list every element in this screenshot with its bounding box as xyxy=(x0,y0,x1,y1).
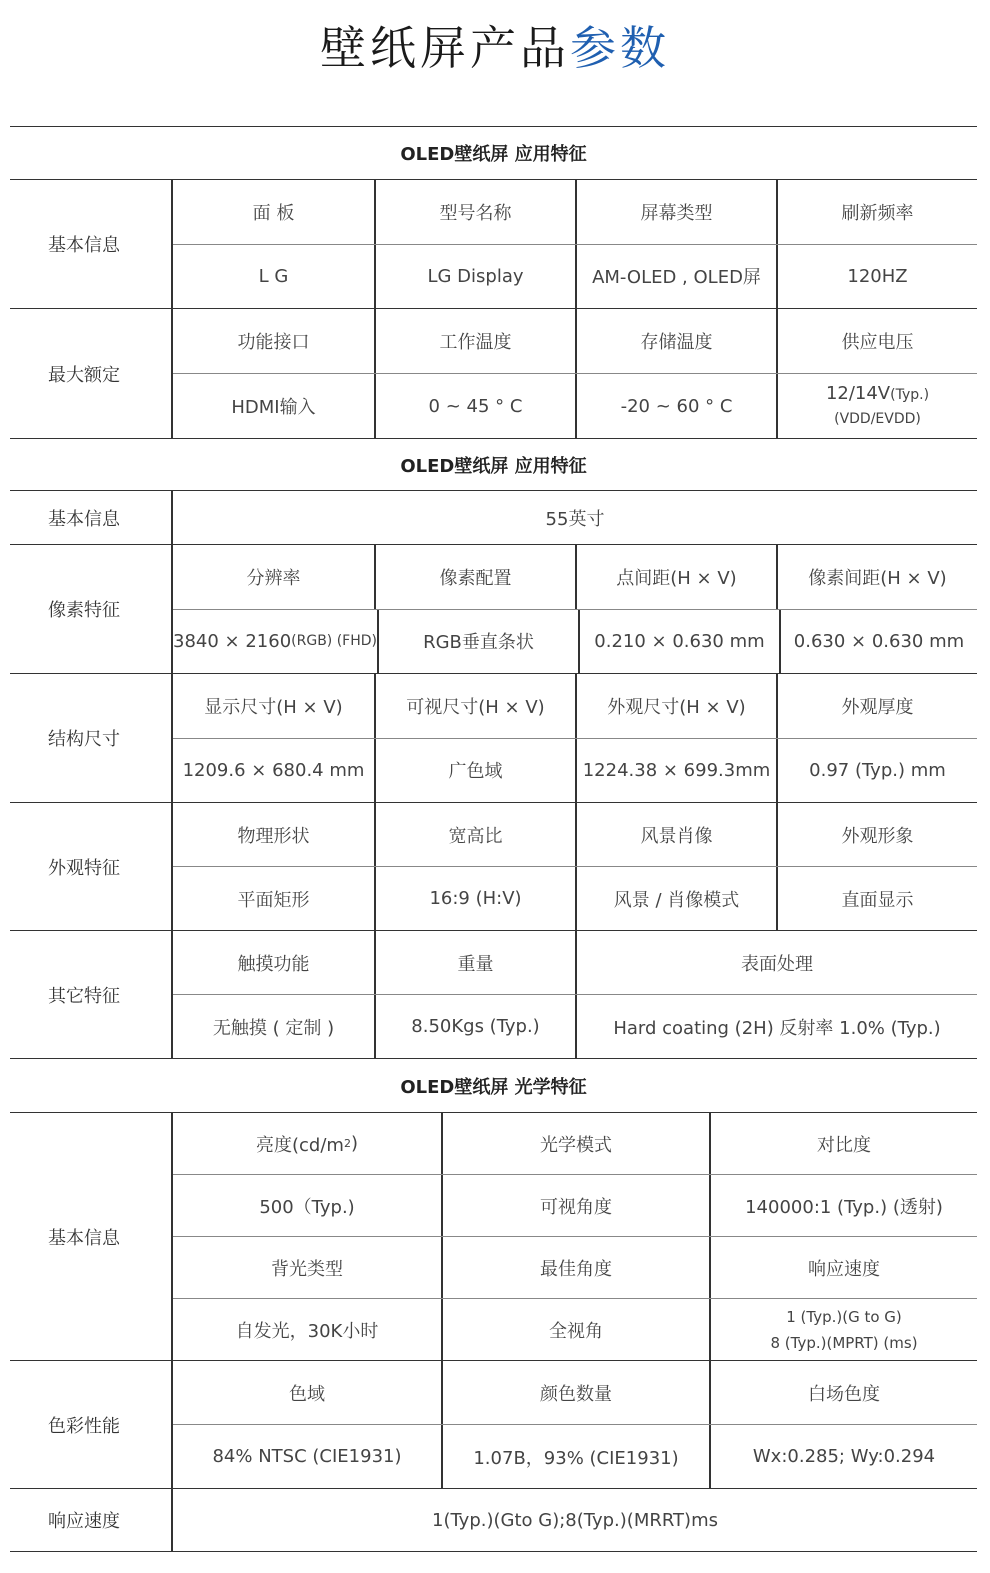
header-cell: 功能接口 xyxy=(237,332,310,353)
value-cell: 无触摸 ( 定制 ) xyxy=(212,1017,335,1039)
value-cell: 1(Typ.)(Gto G);8(Typ.)(MRRT)ms xyxy=(432,1509,718,1531)
value-cell: 84% NTSC (CIE1931) xyxy=(212,1446,402,1467)
row-label: 基本信息 xyxy=(10,1113,173,1360)
title-main: 壁纸屏产品 xyxy=(320,21,570,75)
row-label: 色彩性能 xyxy=(10,1361,173,1488)
value-cell: 平面矩形 xyxy=(237,889,310,911)
section-header: OLED壁纸屏 应用特征 xyxy=(10,126,977,180)
value-cell: 55英寸 xyxy=(545,508,605,530)
value-cell: Hard coating (2H) 反射率 1.0% (Typ.) xyxy=(575,995,977,1058)
value-cell: 自发光，30K小时 xyxy=(235,1320,379,1342)
header-cell: 外观尺寸(H × V) xyxy=(575,674,776,738)
value-cell: 全视角 xyxy=(441,1299,709,1360)
header-cell: 点间距(H × V) xyxy=(575,545,776,609)
value-cell: 8.50Kgs (Typ.) xyxy=(374,995,575,1058)
header-cell: 型号名称 xyxy=(374,180,575,244)
header-cell: 像素配置 xyxy=(374,545,575,609)
row-label: 最大额定 xyxy=(10,309,173,438)
header-cell: 色域 xyxy=(289,1383,325,1405)
row-label: 响应速度 xyxy=(10,1489,173,1551)
header-cell: 分辨率 xyxy=(246,567,301,589)
value-cell: 140000:1 (Typ.) (透射) xyxy=(709,1175,977,1236)
header-cell: 外观形象 xyxy=(776,803,977,866)
section-header: OLED壁纸屏 光学特征 xyxy=(10,1059,977,1113)
header-cell: 外观厚度 xyxy=(776,674,977,738)
value-cell: Wx:0.285; Wy:0.294 xyxy=(709,1425,977,1488)
table-row-basic2 xyxy=(10,491,977,545)
value-cell: 0.97 (Typ.) mm xyxy=(776,739,977,803)
title-accent: 参数 xyxy=(570,21,670,75)
header-cell: 宽高比 xyxy=(374,803,575,866)
header-cell: 背光类型 xyxy=(271,1258,343,1280)
resolution-cell xyxy=(173,610,377,674)
header-cell: 显示尺寸(H × V) xyxy=(204,696,343,718)
value-cell: 0.210 × 0.630 mm xyxy=(578,610,779,674)
response-cell xyxy=(709,1299,977,1360)
value-cell: 可视角度 xyxy=(441,1175,709,1236)
header-cell: 像素间距(H × V) xyxy=(776,545,977,609)
header-cell: 最佳角度 xyxy=(441,1237,709,1298)
table-row-other xyxy=(10,931,977,1059)
table-row-appearance xyxy=(10,803,977,931)
resolution-suffix: (RGB) (FHD) xyxy=(291,633,377,650)
value-cell: 1.07B，93% (CIE1931) xyxy=(441,1425,709,1488)
value-cell: 直面显示 xyxy=(776,867,977,930)
header-cell: 重量 xyxy=(374,931,575,994)
table-row-optical xyxy=(10,1113,977,1361)
resolution-main: 3840 × 2160 xyxy=(173,630,292,652)
response-line1: 1 (Typ.)(G to G) xyxy=(786,1307,902,1326)
row-label: 基本信息 xyxy=(10,180,173,308)
value-cell: RGB垂直条状 xyxy=(377,610,578,674)
header-cell: 表面处理 xyxy=(575,931,977,994)
header-cell: 颜色数量 xyxy=(441,1361,709,1424)
row-label: 其它特征 xyxy=(10,931,173,1058)
spec-table xyxy=(10,126,977,1552)
response-line2: 8 (Typ.)(MPRT) (ms) xyxy=(770,1333,918,1352)
header-cell: 物理形状 xyxy=(237,825,310,847)
value-cell: 120HZ xyxy=(776,245,977,309)
voltage-cell xyxy=(776,374,977,438)
header-cell: 存储温度 xyxy=(575,309,776,373)
value-cell: HDMI输入 xyxy=(231,397,316,418)
row-label: 外观特征 xyxy=(10,803,173,930)
value-cell: 风景 / 肖像模式 xyxy=(575,867,776,930)
table-row-basic xyxy=(10,180,977,309)
value-cell: 16:9 (H:V) xyxy=(374,867,575,930)
value-cell: 1224.38 × 699.3mm xyxy=(575,739,776,803)
header-cell: 屏幕类型 xyxy=(575,180,776,244)
header-cell: 响应速度 xyxy=(709,1237,977,1298)
page-title xyxy=(0,18,990,78)
value-cell: L G xyxy=(258,265,289,287)
row-label: 结构尺寸 xyxy=(10,674,173,802)
table-row-max xyxy=(10,309,977,439)
header-cell: 可视尺寸(H × V) xyxy=(374,674,575,738)
value-cell: 1209.6 × 680.4 mm xyxy=(182,759,365,781)
table-row-pixel xyxy=(10,545,977,674)
header-cell: 面 板 xyxy=(252,202,295,224)
value-cell: LG Display xyxy=(374,245,575,309)
voltage-main: 12/14V xyxy=(825,382,891,404)
value-cell: 广色域 xyxy=(374,739,575,803)
header-cell: 工作温度 xyxy=(374,309,575,373)
table-row-color xyxy=(10,1361,977,1489)
value-cell: 500（Typ.) xyxy=(259,1196,355,1218)
header-cell: 刷新频率 xyxy=(776,180,977,244)
header-cell xyxy=(173,1113,441,1174)
header-cell: 触摸功能 xyxy=(237,953,310,975)
voltage-line2: (VDD/EVDD) xyxy=(834,410,921,427)
brightness-label: 亮度(cd/m xyxy=(256,1134,344,1156)
section-header: OLED壁纸屏 应用特征 xyxy=(10,439,977,491)
header-cell: 供应电压 xyxy=(776,309,977,373)
value-cell: 0.630 × 0.630 mm xyxy=(779,610,977,674)
table-row-response xyxy=(10,1489,977,1552)
table-row-struct xyxy=(10,674,977,803)
header-cell: 白场色度 xyxy=(709,1361,977,1424)
brightness-close: ) xyxy=(350,1133,358,1154)
row-label: 像素特征 xyxy=(10,545,173,673)
value-cell: AM-OLED , OLED屏 xyxy=(575,245,776,309)
row-label: 基本信息 xyxy=(10,491,173,544)
header-cell: 风景肖像 xyxy=(575,803,776,866)
value-cell: 0 ~ 45 ° C xyxy=(374,374,575,438)
brightness-sup: 2 xyxy=(343,1137,351,1150)
value-cell: -20 ~ 60 ° C xyxy=(575,374,776,438)
header-cell: 光学模式 xyxy=(441,1113,709,1174)
voltage-typ: (Typ.) xyxy=(890,386,930,403)
header-cell: 对比度 xyxy=(709,1113,977,1174)
